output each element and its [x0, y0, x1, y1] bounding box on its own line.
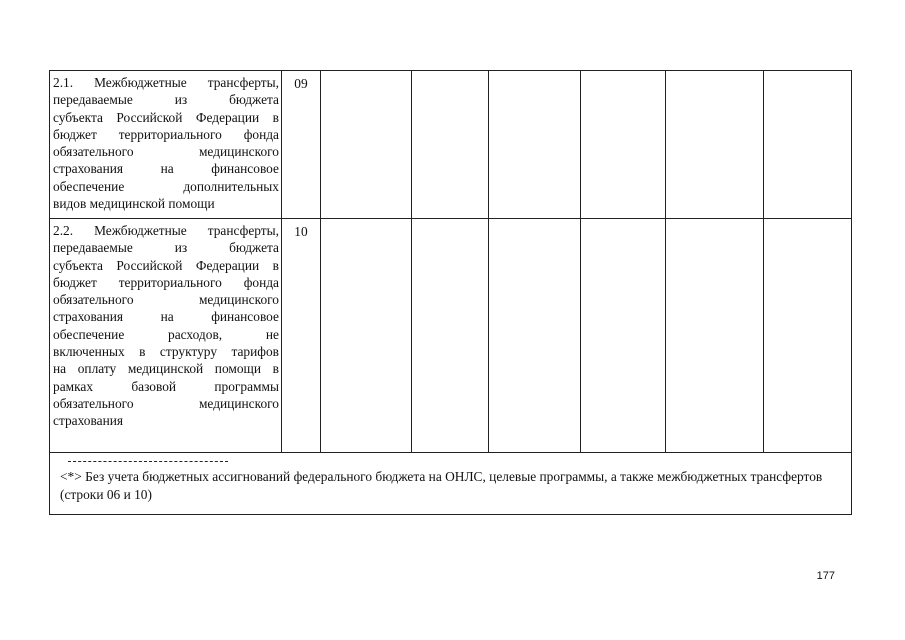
description-word: в	[272, 109, 279, 125]
description-word: в	[139, 344, 146, 360]
description-word: 2.2.	[53, 223, 74, 238]
description-word: 2.1.	[53, 75, 74, 90]
row-description	[50, 219, 282, 453]
table-row	[50, 71, 852, 219]
description-word: оплату	[77, 361, 117, 377]
description-word: субъекта	[53, 109, 103, 125]
value-cell	[412, 71, 489, 219]
description-word: финансовое	[211, 309, 279, 325]
description-word: тарифов	[231, 344, 279, 360]
description-word: расходов,	[168, 326, 223, 342]
description-word: медицинского	[198, 395, 279, 411]
description-word: включенных	[53, 344, 125, 360]
value-cell	[412, 219, 489, 453]
description-word: фонда	[243, 274, 279, 290]
description-word: из	[174, 92, 188, 108]
footnote-text: <*> Без учета бюджетных ассигнований федерального бюджета на ОНЛС, целевые программы, а также межбюджетных трансфертов (строки 06 и 10)	[60, 469, 823, 502]
footnote-cell	[50, 453, 852, 515]
description-line	[53, 239, 279, 256]
description-word: территориального	[118, 126, 222, 142]
description-line	[53, 126, 279, 143]
description-line	[53, 360, 279, 377]
description-word: бюджет	[53, 126, 97, 142]
description-line	[53, 91, 279, 108]
description-line	[53, 378, 279, 395]
table-row	[50, 219, 852, 453]
description-word: обязательного	[53, 395, 134, 411]
description-word: субъекта	[53, 257, 103, 273]
description-line	[53, 326, 279, 343]
row-description	[50, 71, 282, 219]
description-word: программы	[214, 378, 279, 394]
row-code: 10	[282, 219, 321, 453]
footnote-row	[50, 453, 852, 515]
description-word: Федерации	[195, 109, 260, 125]
description-word: Межбюджетные	[94, 223, 187, 238]
value-cell	[489, 219, 581, 453]
description-word: обязательного	[53, 144, 134, 160]
page-number: 177	[816, 570, 835, 582]
description-word: Федерации	[195, 257, 260, 273]
value-cell	[321, 71, 412, 219]
description-word: помощи	[214, 361, 262, 377]
description-line	[53, 74, 279, 91]
description-word: страхования	[53, 161, 124, 177]
description-line	[53, 222, 279, 239]
description-word: территориального	[118, 274, 222, 290]
description-line	[53, 395, 279, 412]
description-word: бюджета	[229, 240, 279, 256]
row-code: 09	[282, 71, 321, 219]
budget-table	[49, 70, 852, 515]
description-word: в	[272, 257, 279, 273]
description-word: финансовое	[211, 161, 279, 177]
description-word: страхования	[53, 309, 124, 325]
description-word: Российской	[116, 257, 183, 273]
description-line: видов медицинской помощи	[53, 196, 215, 212]
description-word: Российской	[116, 109, 183, 125]
description-word: фонда	[243, 126, 279, 142]
description-word: базовой	[131, 378, 177, 394]
description-line	[53, 308, 279, 325]
description-line	[53, 178, 279, 195]
description-line	[53, 274, 279, 291]
description-line	[53, 291, 279, 308]
value-cell	[764, 71, 852, 219]
description-line	[53, 257, 279, 274]
description-word: обеспечение	[53, 178, 125, 194]
footnote-separator	[68, 461, 228, 462]
value-cell	[666, 71, 764, 219]
description-word: медицинского	[198, 144, 279, 160]
description-word: из	[174, 240, 188, 256]
description-line	[53, 160, 279, 177]
description-word: на	[160, 309, 174, 325]
description-word: бюджет	[53, 274, 97, 290]
description-word: бюджета	[229, 92, 279, 108]
description-word: передаваемые	[53, 240, 133, 256]
description-word: Межбюджетные	[94, 75, 187, 90]
description-word: обеспечение	[53, 326, 125, 342]
description-word: не	[265, 326, 279, 342]
value-cell	[666, 219, 764, 453]
value-cell	[764, 219, 852, 453]
value-cell	[581, 219, 666, 453]
description-word: дополнительных	[183, 178, 279, 194]
description-word: в	[272, 361, 279, 377]
description-line: страхования	[53, 413, 124, 429]
description-word: обязательного	[53, 292, 134, 308]
description-line	[53, 343, 279, 360]
description-word: медицинского	[198, 292, 279, 308]
description-line	[53, 109, 279, 126]
value-cell	[581, 71, 666, 219]
description-word: на	[53, 361, 67, 377]
description-line	[53, 143, 279, 160]
description-word: рамках	[53, 378, 94, 394]
description-word: трансферты,	[207, 223, 279, 238]
description-word: трансферты,	[207, 75, 279, 90]
description-word: на	[160, 161, 174, 177]
description-word: передаваемые	[53, 92, 133, 108]
description-word: структуру	[159, 344, 218, 360]
value-cell	[321, 219, 412, 453]
value-cell	[489, 71, 581, 219]
description-word: медицинской	[127, 361, 204, 377]
